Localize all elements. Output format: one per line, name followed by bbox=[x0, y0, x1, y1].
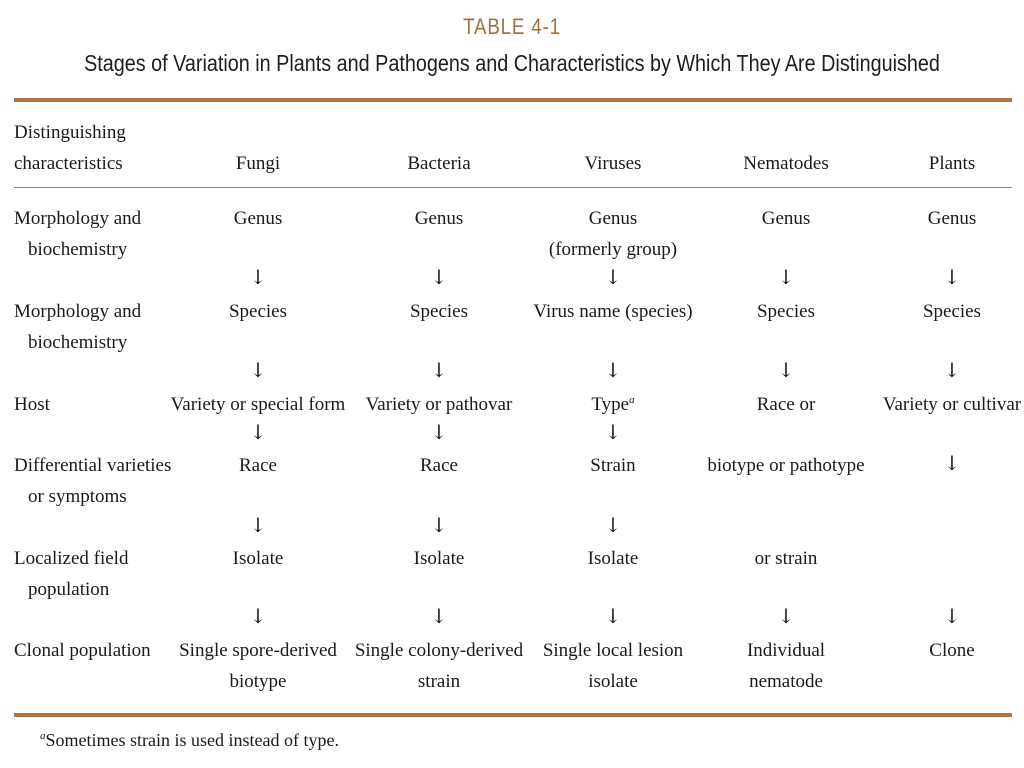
row-label-line: biochemistry bbox=[28, 239, 128, 260]
cell-viruses-localized: Isolate bbox=[587, 548, 639, 569]
down-arrow-icon: ↓ bbox=[777, 358, 795, 382]
column-header-bacteria: Bacteria bbox=[407, 153, 471, 174]
down-arrow-icon: ↓ bbox=[430, 358, 448, 382]
column-header-viruses: Viruses bbox=[584, 153, 642, 174]
down-arrow-icon: ↓ bbox=[249, 604, 267, 628]
row-label-line: population bbox=[28, 579, 110, 600]
cell-plants-genus: Genus bbox=[927, 208, 977, 229]
cell-fungi-host: Variety or special form bbox=[170, 394, 346, 415]
down-arrow-icon: ↓ bbox=[777, 604, 795, 628]
footnote bbox=[40, 730, 339, 751]
cell-bacteria-genus: Genus bbox=[414, 208, 464, 229]
cell-text: Type bbox=[591, 394, 630, 415]
down-arrow-icon: ↓ bbox=[430, 420, 448, 444]
column-header-plants: Plants bbox=[928, 153, 976, 174]
row-label-line: or symptoms bbox=[28, 486, 127, 507]
cell-bacteria-clonal bbox=[339, 635, 539, 697]
cell-plants-clonal: Clone bbox=[929, 640, 975, 661]
column-header-fungi: Fungi bbox=[235, 153, 281, 174]
corner-header-line-2: characteristics bbox=[14, 153, 123, 174]
down-arrow-icon: ↓ bbox=[604, 604, 622, 628]
cell-nematodes-species: Species bbox=[756, 301, 816, 322]
table-label: TABLE 4-1 bbox=[463, 14, 561, 39]
row-label-morphology-species bbox=[14, 296, 141, 358]
cell-viruses-host bbox=[513, 389, 713, 420]
cell-fungi-clonal bbox=[158, 635, 358, 697]
cell-line: strain bbox=[417, 671, 461, 692]
cell-nematodes-genus: Genus bbox=[761, 208, 811, 229]
cell-line: Individual bbox=[746, 640, 826, 661]
down-arrow-icon: ↓ bbox=[604, 265, 622, 289]
down-arrow-icon: ↓ bbox=[604, 420, 622, 444]
corner-header-line-1: Distinguishing bbox=[14, 122, 126, 143]
down-arrow-icon: ↓ bbox=[430, 265, 448, 289]
row-label-host bbox=[14, 389, 50, 420]
cell-line: Single spore-derived bbox=[179, 640, 337, 661]
down-arrow-icon: ↓ bbox=[604, 358, 622, 382]
cell-nematodes-differential: biotype or pathotype bbox=[707, 455, 865, 476]
cell-bacteria-localized: Isolate bbox=[413, 548, 465, 569]
footnote-mark: a bbox=[40, 730, 46, 742]
down-arrow-icon: ↓ bbox=[943, 358, 961, 382]
cell-fungi-differential: Race bbox=[239, 455, 277, 476]
row-label-differential bbox=[14, 450, 171, 512]
row-label-line: Clonal population bbox=[14, 640, 151, 661]
bottom-rule bbox=[14, 713, 1012, 717]
cell-line: Single local lesion bbox=[542, 640, 684, 661]
cell-fungi-species: Species bbox=[228, 301, 288, 322]
cell-line: nematode bbox=[749, 671, 823, 692]
down-arrow-icon: ↓ bbox=[943, 265, 961, 289]
corner-header bbox=[14, 117, 126, 179]
cell-nematodes-host: Race or bbox=[756, 394, 816, 415]
down-arrow-icon: ↓ bbox=[777, 265, 795, 289]
cell-plants-species: Species bbox=[922, 301, 982, 322]
row-label-morphology-genus bbox=[14, 203, 141, 265]
table-title: Stages of Variation in Plants and Pathogens and Characteristics by Which They Are Distinguished bbox=[84, 50, 940, 76]
row-label-line: Host bbox=[14, 394, 50, 415]
down-arrow-icon: ↓ bbox=[430, 513, 448, 537]
down-arrow-icon: ↓ bbox=[249, 513, 267, 537]
cell-viruses-species: Virus name (species) bbox=[533, 301, 693, 322]
cell-line: Genus bbox=[588, 208, 638, 229]
cell-bacteria-species: Species bbox=[409, 301, 469, 322]
cell-bacteria-differential: Race bbox=[420, 455, 458, 476]
cell-fungi-localized: Isolate bbox=[232, 548, 284, 569]
down-arrow-icon: ↓ bbox=[249, 420, 267, 444]
row-label-clonal bbox=[14, 635, 151, 666]
down-arrow-icon: ↓ bbox=[430, 604, 448, 628]
cell-viruses-differential: Strain bbox=[590, 455, 636, 476]
cell-plants-host: Variety or cultivar bbox=[882, 394, 1022, 415]
cell-line: isolate bbox=[588, 671, 638, 692]
top-rule bbox=[14, 98, 1012, 102]
footnote-mark: a bbox=[629, 394, 635, 406]
footnote-text: Sometimes strain is used instead of type. bbox=[45, 730, 339, 750]
down-arrow-icon: ↓ bbox=[249, 265, 267, 289]
column-header-nematodes: Nematodes bbox=[743, 153, 829, 174]
row-label-line: Morphology and bbox=[14, 301, 142, 322]
down-arrow-icon: ↓ bbox=[943, 451, 961, 475]
cell-line: (formerly group) bbox=[548, 239, 678, 260]
row-label-localized bbox=[14, 543, 128, 605]
cell-viruses-clonal bbox=[513, 635, 713, 697]
cell-bacteria-host: Variety or pathovar bbox=[365, 394, 513, 415]
cell-line: Single colony-derived bbox=[354, 640, 524, 661]
row-label-line: biochemistry bbox=[28, 332, 128, 353]
row-label-line: Localized field bbox=[14, 548, 129, 569]
cell-nematodes-localized: or strain bbox=[754, 548, 818, 569]
cell-line: biotype bbox=[229, 671, 287, 692]
cell-fungi-genus: Genus bbox=[233, 208, 283, 229]
header-rule bbox=[14, 187, 1012, 188]
down-arrow-icon: ↓ bbox=[604, 513, 622, 537]
row-label-line: Morphology and bbox=[14, 208, 142, 229]
row-label-line: Differential varieties bbox=[14, 455, 172, 476]
down-arrow-icon: ↓ bbox=[249, 358, 267, 382]
cell-viruses-genus bbox=[513, 203, 713, 265]
down-arrow-icon: ↓ bbox=[943, 604, 961, 628]
